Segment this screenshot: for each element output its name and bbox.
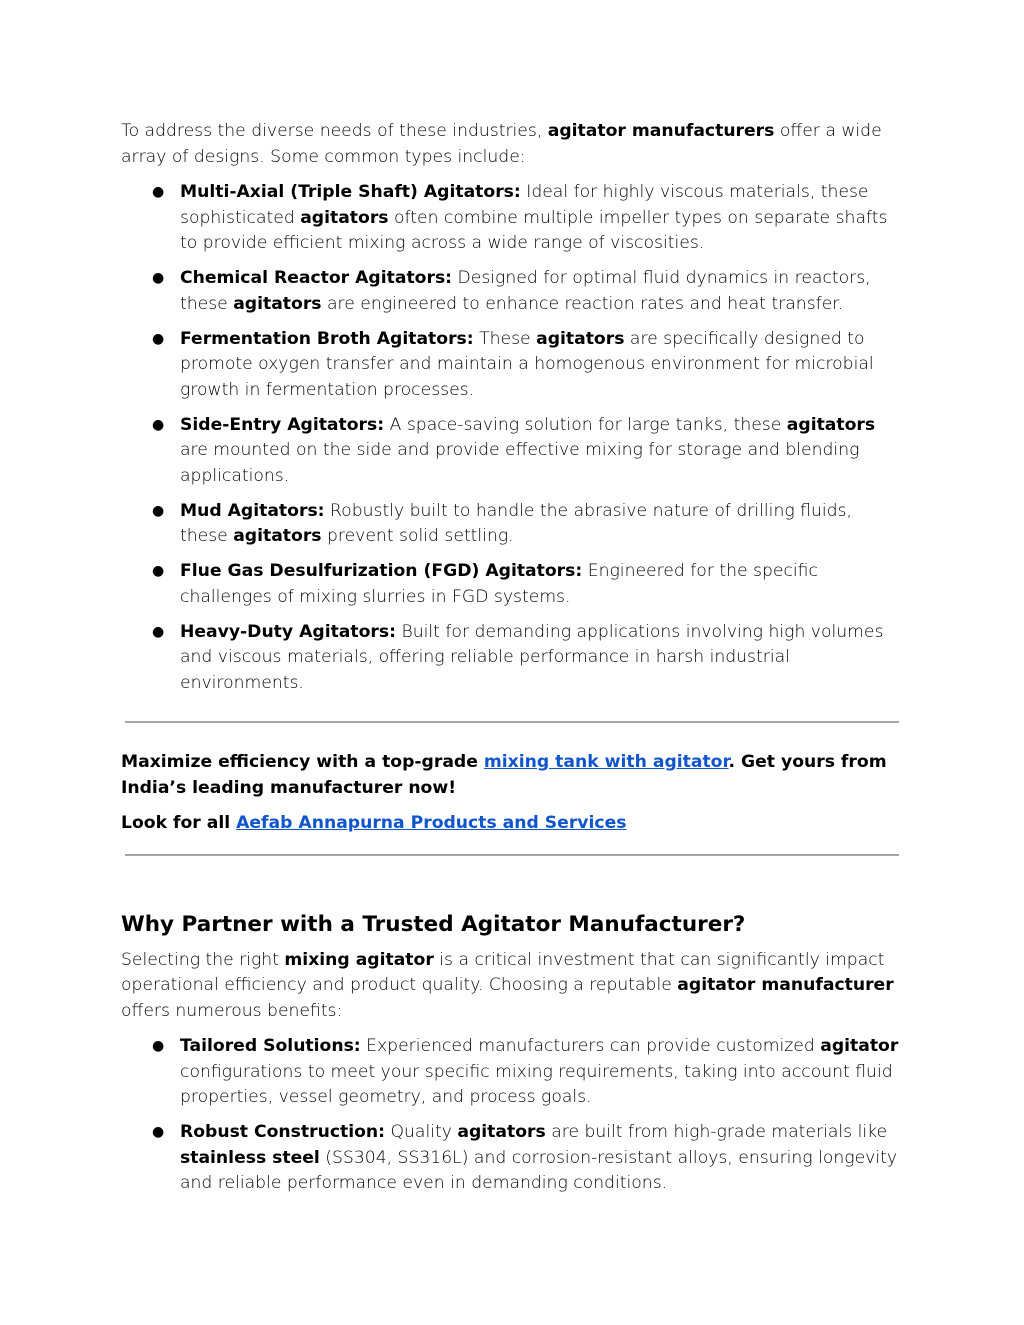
benefits-list xyxy=(121,1034,903,1197)
mixing-tank-link[interactable]: mixing tank with agitator xyxy=(483,752,729,772)
list-item: ● Heavy-Duty Agitators: Built for demanding applications involving high volumes and viscous materials, offering reliable performance in harsh industrial environments. xyxy=(152,621,884,693)
look-for-line: Look for all Aefab Annapurna Products and Services xyxy=(121,813,627,833)
list-item: ● Flue Gas Desulfurization (FGD) Agitators: Engineered for the specific challenges of mixing slurries in FGD systems. xyxy=(152,561,818,607)
list-item: ● Multi-Axial (Triple Shaft) Agitators: Ideal for highly viscous materials, these sophisticated agitators often combine multiple impeller types on separate shafts to provide efficient mixing across a wide range of viscosities. xyxy=(152,182,888,253)
call-to-action xyxy=(121,750,903,837)
document-page xyxy=(121,119,903,1206)
list-item: ● Side-Entry Agitators: A space-saving solution for large tanks, these agitators are mounted on the side and provide effective mixing for storage and blending applications. xyxy=(152,414,876,486)
section-paragraph: Selecting the right mixing agitator is a critical investment that can significantly impact operational efficiency and product quality. Choosing a reputable agitator manufacturer offers numerous benefits: xyxy=(121,949,894,1021)
bullet-icon: ● xyxy=(152,1038,165,1054)
list-item: ● Fermentation Broth Agitators: These agitators are specifically designed to promote oxygen transfer and maintain a homogenous environment for microbial growth in fermentation processes. xyxy=(152,328,874,400)
bullet-icon: ● xyxy=(152,1124,165,1140)
horizontal-rule xyxy=(125,721,899,723)
bullet-icon: ● xyxy=(152,623,165,640)
bullet-icon: ● xyxy=(152,416,165,433)
list-item: ● Robust Construction: Quality agitators are built from high-grade materials like stainless steel (SS304, SS316L) and corrosion-resistant alloys, ensuring longevity and reliable performance even in demanding conditions. xyxy=(152,1122,898,1193)
horizontal-rule xyxy=(125,854,899,856)
intro-paragraph: To address the diverse needs of these industries, agitator manufacturers offer a wide array of designs. Some common types include: xyxy=(121,121,882,167)
list-item: ● Mud Agitators: Robustly built to handle the abrasive nature of drilling fluids, these agitators prevent solid settling. xyxy=(152,500,852,546)
agitator-types-list xyxy=(121,180,903,696)
cta-line: Maximize efficiency with a top-grade mixing tank with agitator. Get yours from India’s leading manufacturer now! xyxy=(121,752,887,798)
bullet-icon: ● xyxy=(152,184,165,200)
bullet-icon: ● xyxy=(152,270,165,286)
products-services-link[interactable]: Aefab Annapurna Products and Services xyxy=(236,813,627,833)
bullet-icon: ● xyxy=(152,563,165,579)
list-item: ● Tailored Solutions: Experienced manufacturers can provide customized agitator configurations to meet your specific mixing requirements, taking into account fluid properties, vessel geometry, and process goals. xyxy=(152,1036,899,1107)
bullet-icon: ● xyxy=(152,330,165,347)
bullet-icon: ● xyxy=(152,502,165,519)
list-item: ● Chemical Reactor Agitators: Designed for optimal fluid dynamics in reactors, these agitators are engineered to enhance reaction rates and heat transfer. xyxy=(152,268,871,314)
section-heading: Why Partner with a Trusted Agitator Manufacturer? xyxy=(121,911,746,937)
